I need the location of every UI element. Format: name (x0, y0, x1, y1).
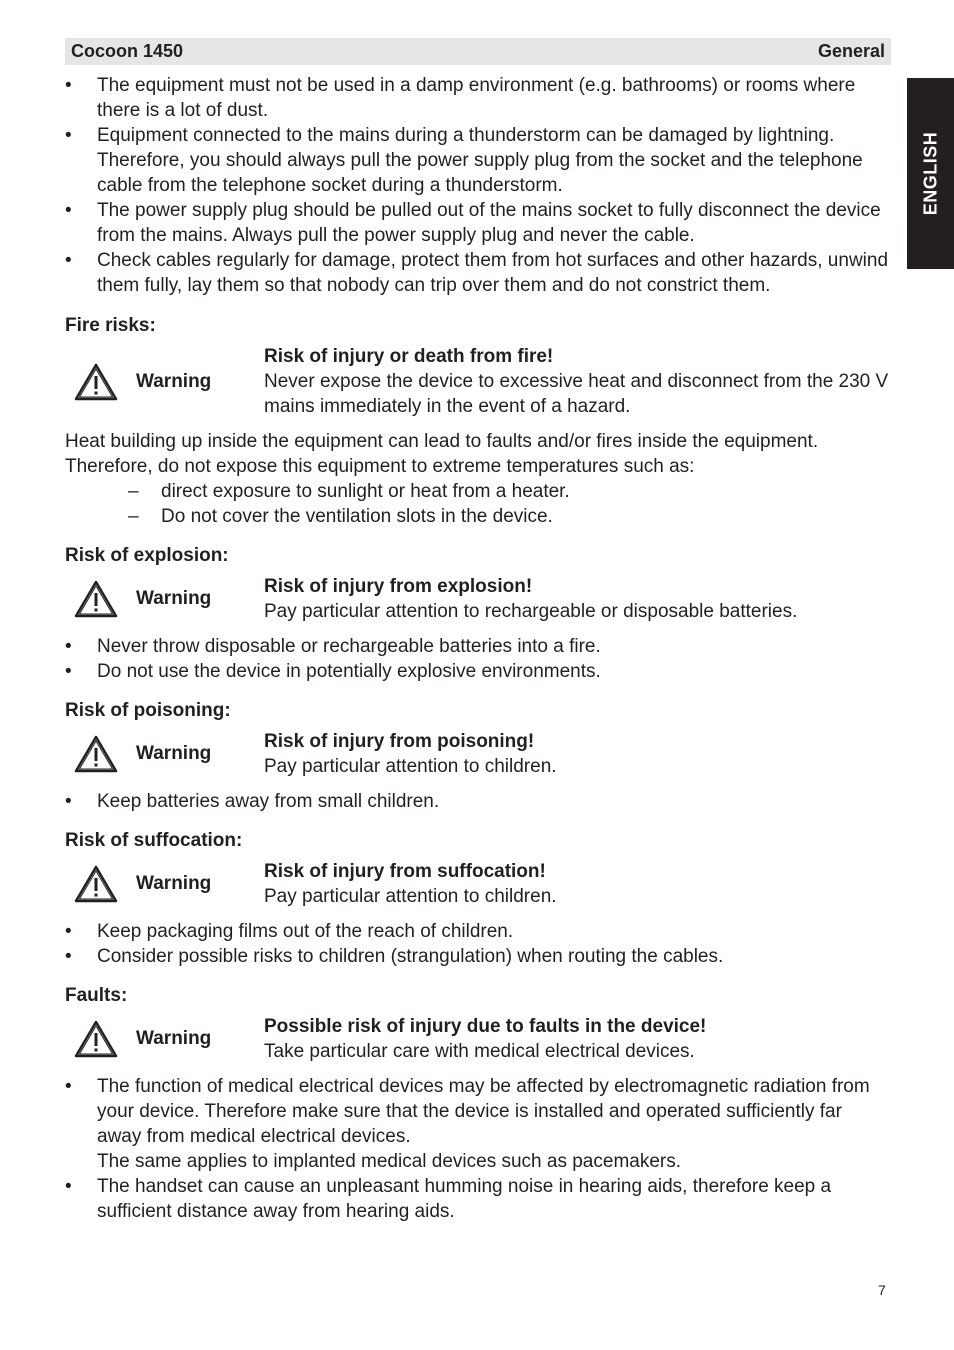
warning-label: Warning (136, 588, 212, 609)
language-tab (907, 78, 954, 269)
list-item: – Do not cover the ventilation slots in the device. (128, 506, 553, 527)
bullet-icon: • (65, 1076, 72, 1097)
faults-bullet-list (65, 1074, 891, 1224)
warning-title: Risk of injury from poisoning! (264, 731, 535, 752)
warning-box-faults (65, 1014, 891, 1064)
list-item: – direct exposure to sunlight or heat from a heater. (128, 481, 570, 502)
warning-box-explosion (65, 574, 891, 624)
warning-triangle-icon (74, 580, 118, 618)
poisoning-bullet-list (65, 789, 891, 814)
list-item: • The power supply plug should be pulled out of the mains socket to fully disconnect the device from the mains. Always pull the power supply plug and never the cable. (65, 200, 881, 246)
warning-text: Pay particular attention to children. (264, 756, 557, 777)
list-item: • Do not use the device in potentially explosive environments. (65, 661, 601, 682)
warning-text: Pay particular attention to children. (264, 886, 557, 907)
warning-label: Warning (136, 370, 212, 392)
warning-box-poisoning (65, 729, 891, 779)
intro-bullet-list (65, 73, 891, 298)
warning-title: Risk of injury from explosion! (264, 576, 533, 597)
bullet-icon: • (65, 661, 72, 682)
warning-triangle-icon (74, 1020, 118, 1058)
explosion-bullet-list (65, 634, 891, 684)
page-content (65, 38, 891, 1224)
header-section: General (817, 41, 885, 61)
list-item: • Keep batteries away from small children. (65, 791, 440, 812)
section-title-explosion: Risk of explosion: (65, 545, 229, 566)
warning-title: Risk of injury or death from fire! (264, 346, 554, 367)
bullet-icon: • (65, 125, 72, 146)
warning-label: Warning (136, 743, 212, 764)
warning-label: Warning (136, 1028, 212, 1049)
dash-icon: – (128, 481, 139, 502)
section-title-fire: Fire risks: (65, 315, 156, 336)
bullet-icon: • (65, 75, 72, 96)
fire-dash-list (65, 479, 891, 529)
warning-title: Possible risk of injury due to faults in the device! (264, 1016, 707, 1037)
warning-title: Risk of injury from suffocation! (264, 861, 546, 882)
bullet-icon: • (65, 946, 72, 967)
list-item: • The function of medical electrical devices may be affected by electromagnetic radiation from your device. Therefore make sure that the device is installed and operated sufficiently far away from medical electrical devices. The same applies to implanted medical devices such as pacemakers. (65, 1076, 870, 1172)
warning-text: Take particular care with medical electrical devices. (264, 1041, 695, 1062)
warning-text: Pay particular attention to rechargeable or disposable batteries. (264, 601, 798, 622)
warning-triangle-icon (74, 865, 118, 903)
list-item: • Equipment connected to the mains during a thunderstorm can be damaged by lightning. Therefore, you should always pull the power supply plug from the socket and the telephone cable from the telephone socket during a thunderstorm. (65, 125, 863, 196)
faults-bullet-extra: The same applies to implanted medical devices such as pacemakers. (97, 1151, 682, 1172)
list-item: • The handset can cause an unpleasant humming noise in hearing aids, therefore keep a sufficient distance away from hearing aids. (65, 1176, 832, 1222)
warning-box-suffocation (65, 859, 891, 909)
warning-box-fire (65, 344, 891, 419)
warning-triangle-icon (74, 735, 118, 773)
section-title-suffocation: Risk of suffocation: (65, 830, 243, 851)
bullet-icon: • (65, 250, 72, 271)
section-title-poisoning: Risk of poisoning: (65, 700, 231, 721)
warning-label: Warning (136, 873, 212, 894)
dash-icon: – (128, 506, 139, 527)
header-product: Cocoon 1450 (71, 41, 184, 61)
warning-triangle-icon (74, 363, 118, 401)
bullet-icon: • (65, 921, 72, 942)
warning-text: Never expose the device to excessive heat and disconnect from the 230 V mains immediately in the event of a hazard. (264, 371, 889, 417)
fire-paragraph: Heat building up inside the equipment can lead to faults and/or fires inside the equipment. Therefore, do not expose this equipment to extreme temperatures such as: (65, 431, 819, 477)
page-number: 7 (878, 1282, 886, 1298)
list-item: • Check cables regularly for damage, protect them from hot surfaces and other hazards, unwind them fully, lay them so that nobody can trip over them and do not constrict them. (65, 250, 889, 296)
bullet-icon: • (65, 200, 72, 221)
bullet-icon: • (65, 791, 72, 812)
page-header (65, 38, 891, 65)
bullet-icon: • (65, 636, 72, 657)
language-tab-label: ENGLISH (920, 131, 941, 216)
bullet-icon: • (65, 1176, 72, 1197)
list-item: • Consider possible risks to children (strangulation) when routing the cables. (65, 946, 724, 967)
suffocation-bullet-list (65, 919, 891, 969)
section-title-faults: Faults: (65, 985, 128, 1006)
list-item: • The equipment must not be used in a damp environment (e.g. bathrooms) or rooms where there is a lot of dust. (65, 75, 856, 121)
list-item: • Never throw disposable or rechargeable batteries into a fire. (65, 636, 601, 657)
list-item: • Keep packaging films out of the reach of children. (65, 921, 514, 942)
